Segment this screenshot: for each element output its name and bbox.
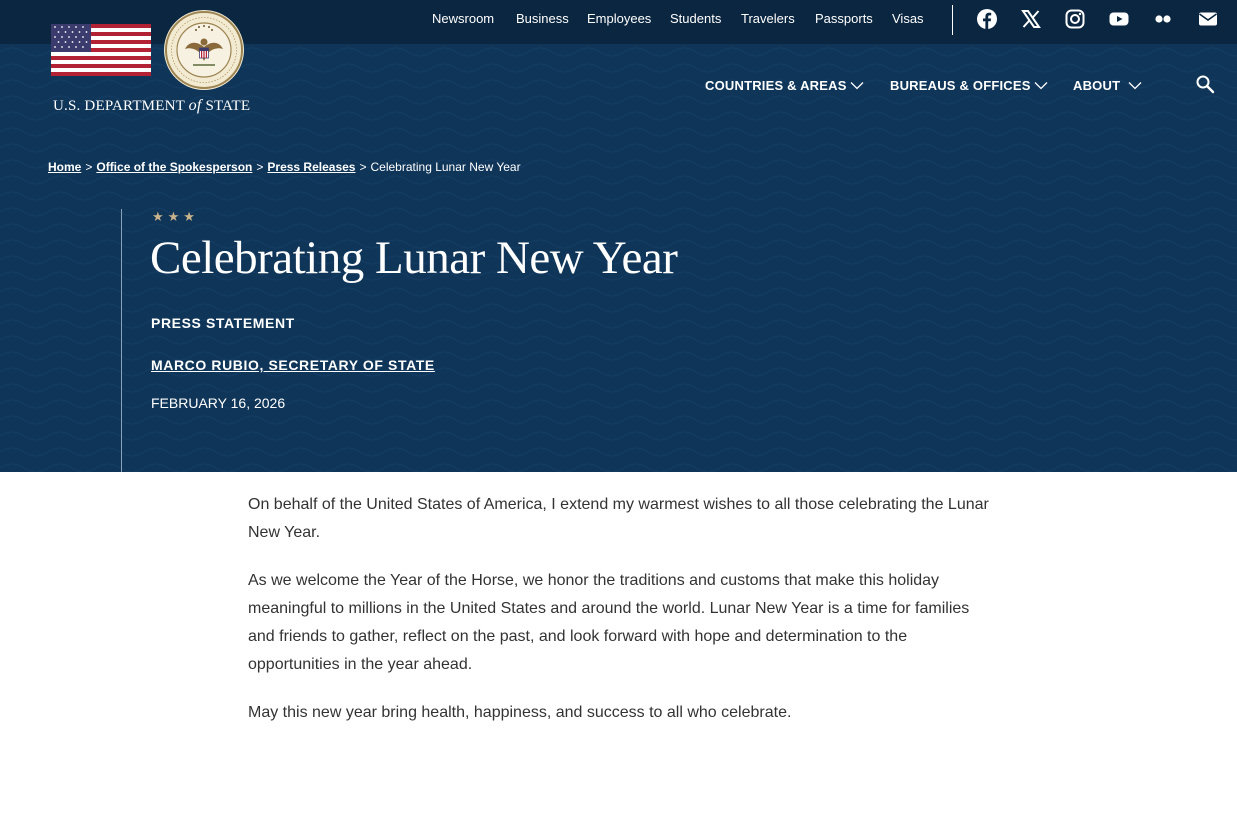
us-flag-logo[interactable] [51,24,151,81]
youtube-icon[interactable] [1108,8,1130,30]
department-seal-logo[interactable] [163,9,245,96]
article-body [248,491,1000,747]
breadcrumb-current: Celebrating Lunar New Year [370,160,521,174]
article-paragraph: On behalf of the United States of America, I extend my warmest wishes to all those celebrating the Lunar New Year. [248,496,989,541]
utility-link-students[interactable]: Students [670,11,722,26]
breadcrumb-home[interactable]: Home [48,160,82,174]
article-paragraph: May this new year bring health, happiness, and success to all who celebrate. [248,704,792,721]
breadcrumb-separator: > [359,160,367,174]
nav-about[interactable]: ABOUT [1073,78,1121,93]
wordmark-suffix: STATE [201,98,251,114]
utility-divider [952,5,953,35]
site-wordmark[interactable] [53,97,250,115]
x-icon[interactable] [1020,8,1042,30]
utility-link-visas[interactable]: Visas [892,11,924,26]
utility-link-business[interactable]: Business [516,11,569,26]
author-link[interactable]: MARCO RUBIO, SECRETARY OF STATE [151,357,435,373]
nav-bureaus-offices[interactable]: BUREAUS & OFFICES [890,78,1031,93]
utility-link-newsroom[interactable]: Newsroom [432,11,495,26]
facebook-icon[interactable] [976,8,998,30]
breadcrumb-press-releases[interactable]: Press Releases [267,160,356,174]
email-icon[interactable] [1197,8,1219,30]
chevron-down-icon[interactable] [850,81,864,90]
search-icon[interactable] [1195,74,1215,94]
breadcrumb [48,160,521,174]
flickr-icon[interactable] [1152,8,1174,30]
document-type-label: PRESS STATEMENT [151,315,295,331]
instagram-icon[interactable] [1064,8,1086,30]
breadcrumb-office-spokesperson[interactable]: Office of the Spokesperson [96,160,253,174]
chevron-down-icon[interactable] [1128,81,1142,90]
utility-link-employees[interactable]: Employees [587,11,652,26]
breadcrumb-separator: > [85,160,93,174]
nav-countries-areas[interactable]: COUNTRIES & AREAS [705,78,847,93]
stars-decoration: ★★★ [152,209,199,224]
chevron-down-icon[interactable] [1034,81,1048,90]
breadcrumb-separator: > [256,160,264,174]
page-title: Celebrating Lunar New Year [150,232,678,284]
utility-link-travelers[interactable]: Travelers [741,11,795,26]
article-paragraph: As we welcome the Year of the Horse, we honor the traditions and customs that make this holiday meaningful to millions in the United States and around the world. Lunar New Year is a time for families and friends to gather, reflect on the past, and look forward with hope and determination to the opportunities in the year ahead. [248,572,970,673]
wordmark-of: of [188,97,202,114]
utility-link-passports[interactable]: Passports [815,11,873,26]
wordmark-prefix: U.S. DEPARTMENT [53,98,189,114]
publish-date: FEBRUARY 16, 2026 [151,395,286,411]
accent-divider [121,209,122,472]
